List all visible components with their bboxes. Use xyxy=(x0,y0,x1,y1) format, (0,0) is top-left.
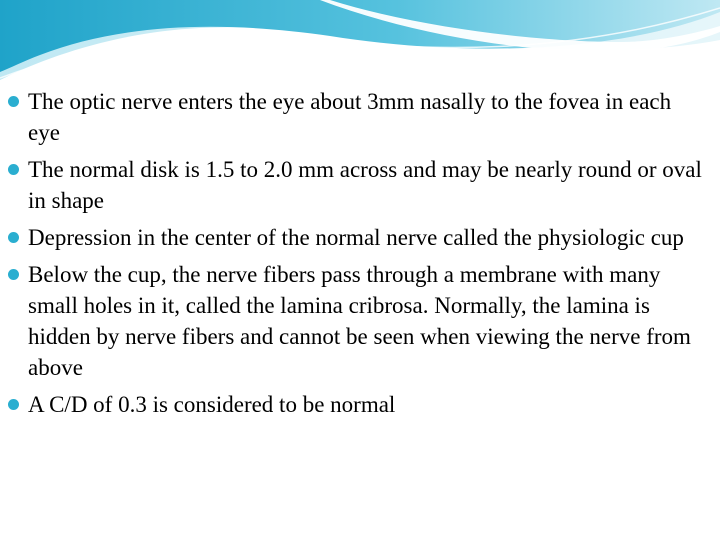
bullet-item xyxy=(8,154,708,216)
bullet-item xyxy=(8,259,708,383)
bullet-text: The normal disk is 1.5 to 2.0 mm across and may be nearly round or oval in shape xyxy=(28,157,702,213)
slide-content xyxy=(8,86,708,426)
bullet-list xyxy=(8,86,708,420)
bullet-item xyxy=(8,222,708,253)
header-wave-decoration xyxy=(0,0,720,90)
bullet-text: Depression in the center of the normal nerve called the physiologic cup xyxy=(28,225,684,250)
bullet-item xyxy=(8,86,708,148)
bullet-dot-icon xyxy=(8,399,19,410)
bullet-text: Below the cup, the nerve fibers pass through a membrane with many small holes in it, called the lamina cribrosa. Normally, the lamina is hidden by nerve fibers and cannot be seen when viewing the nerve from above xyxy=(28,262,691,380)
bullet-text: The optic nerve enters the eye about 3mm nasally to the fovea in each eye xyxy=(28,89,672,145)
bullet-text: A C/D of 0.3 is considered to be normal xyxy=(28,392,396,417)
bullet-dot-icon xyxy=(8,269,19,280)
bullet-dot-icon xyxy=(8,164,19,175)
bullet-item xyxy=(8,389,708,420)
bullet-dot-icon xyxy=(8,96,19,107)
bullet-dot-icon xyxy=(8,232,19,243)
